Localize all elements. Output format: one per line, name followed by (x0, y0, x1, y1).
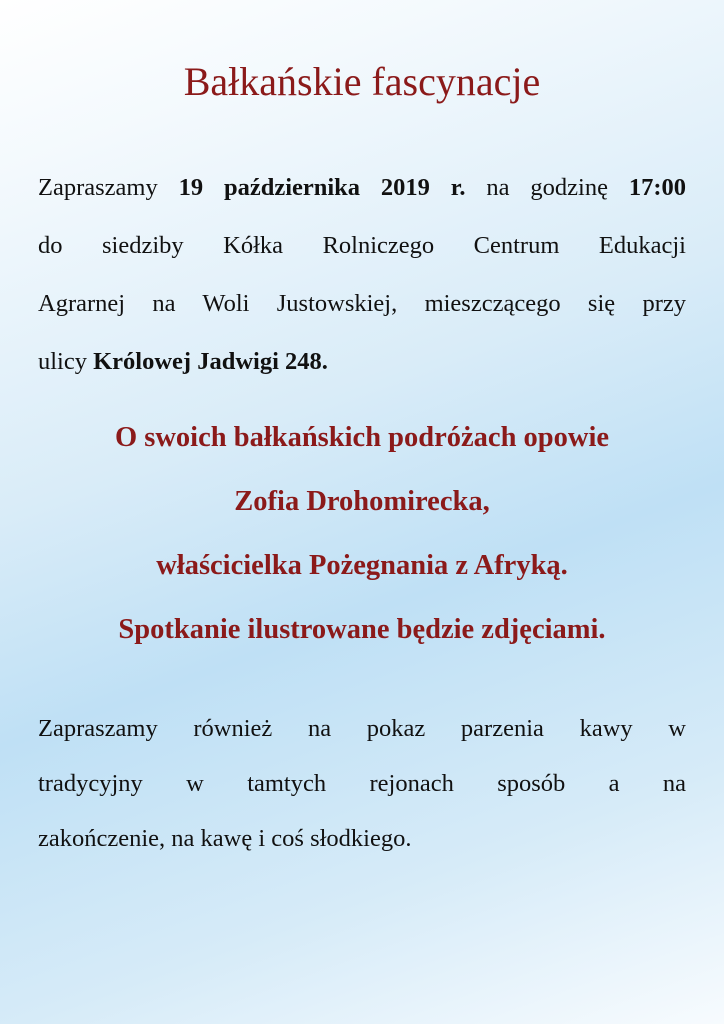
invitation-text: ulicy (38, 348, 94, 375)
invitation-line-3: Agrarnej na Woli Justowskiej, mieszczącego się przy (38, 290, 686, 317)
announcement-line-1: O swoich bałkańskich podróżach opowie (114, 422, 610, 453)
event-time: 17:00 (628, 174, 686, 201)
speaker-description: właścicielka Pożegnania z Afryką. (156, 550, 568, 581)
invitation-paragraph (38, 172, 686, 404)
invitation-text: na godzinę (465, 174, 629, 201)
event-date: 19 października 2019 r. (178, 174, 466, 201)
speaker-announcement (0, 420, 724, 676)
invitation-text: Zapraszamy (38, 174, 179, 201)
closing-paragraph (38, 713, 686, 878)
poster-title: Bałkańskie fascynacje (183, 59, 541, 104)
event-address: Królowej Jadwigi 248. (93, 348, 328, 375)
closing-line-1: Zapraszamy również na pokaz parzenia kawy w (38, 715, 686, 742)
closing-line-2: tradycyjny w tamtych rejonach sposób a na (38, 770, 686, 797)
speaker-name: Zofia Drohomirecka, (234, 486, 490, 517)
closing-line-3: zakończenie, na kawę i coś słodkiego. (38, 825, 412, 852)
announcement-line-4: Spotkanie ilustrowane będzie zdjęciami. (118, 614, 606, 645)
invitation-line-4 (38, 346, 686, 404)
invitation-line-1 (38, 172, 686, 230)
invitation-line-2: do siedziby Kółka Rolniczego Centrum Edukacji (38, 232, 686, 259)
